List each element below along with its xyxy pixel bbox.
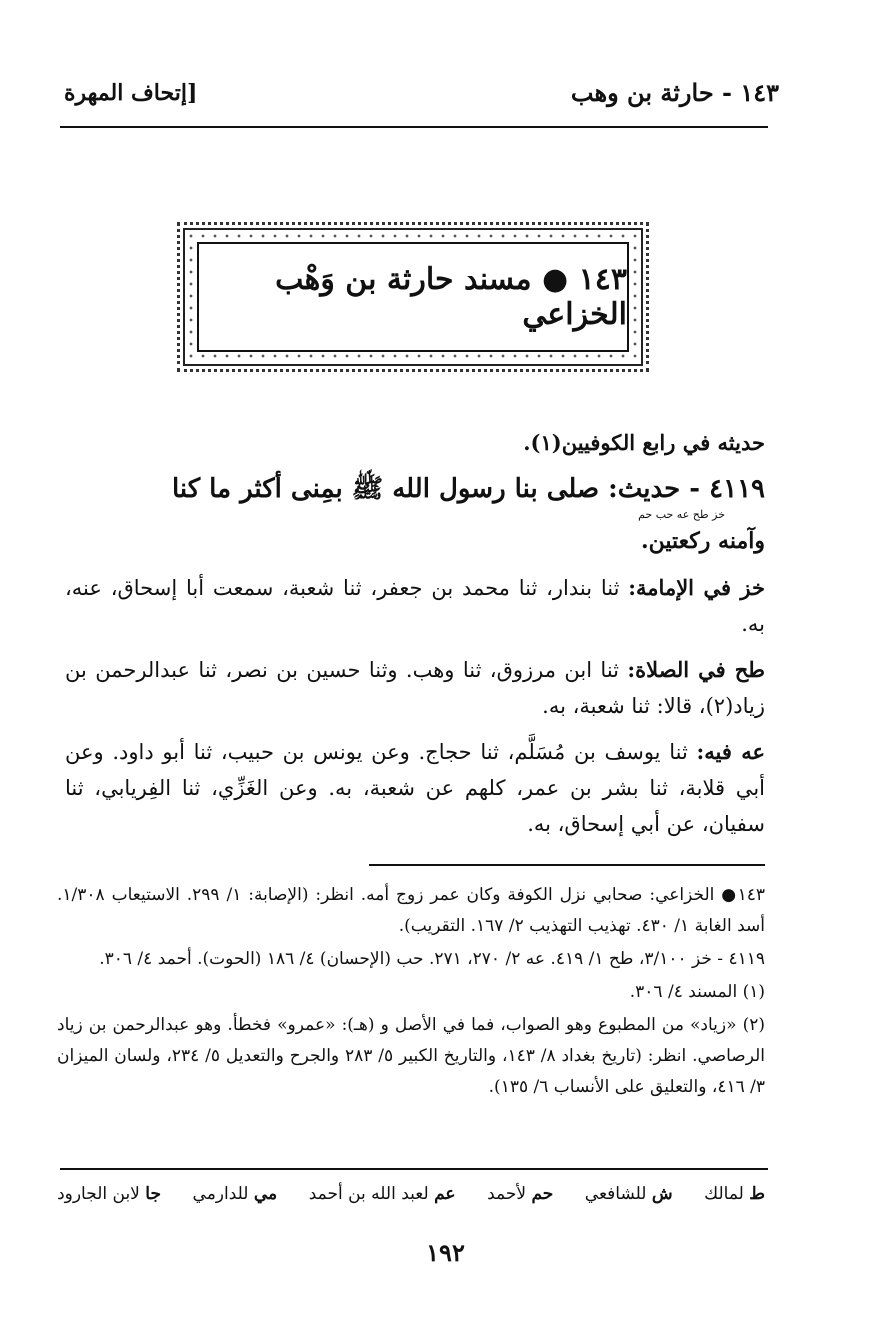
isnad-paragraph bbox=[65, 652, 765, 724]
intro-line: حديثه في رابع الكوفيين(١). bbox=[523, 430, 765, 455]
ornamental-frame bbox=[177, 222, 649, 372]
sigla-key bbox=[57, 1184, 765, 1204]
sigla-divider bbox=[60, 1168, 768, 1170]
hadith-block bbox=[65, 470, 765, 842]
footnote: (٢) «زياد» من المطبوع وهو الصواب، فما في الأصل و (هـ): «عمرو» فخطأ. وهو عبدالرحمن بن زياد الرصاصي. انظر: (تاريخ بغداد ٨/ ١٤٣، والتاريخ الكبير ٥/ ٢٨٣ والجرح والتعديل ٥/ ٢٣٤، ولسان الميزان ٣/ ٤١٦، والتعليق على الأنساب ٦/ ١٣٥). bbox=[57, 1015, 766, 1097]
footnote: ١٤٣● الخزاعي: صحابي نزل الكوفة وكان عمر زوج أمه. انظر: (الإصابة: ١/ ٢٩٩. الاستيعاب ١/٣٠٨. أسد الغابة ١/ ٤٣٠. تهذيب التهذيب ٢/ ١٦٧. التقريب). bbox=[57, 885, 765, 936]
hadith-sigla: خز طح عه حب حم bbox=[638, 508, 725, 521]
footnote-divider bbox=[369, 864, 765, 866]
isnad-text: ثنا ابن مرزوق، ثنا وهب. وثنا حسين بن نصر، ثنا عبدالرحمن بن زياد(٢)، قالا: ثنا شعبة، به. bbox=[65, 658, 765, 718]
running-head-book: [إتحاف المهرة bbox=[64, 80, 198, 106]
sigla-entry: ش للشافعي bbox=[584, 1184, 673, 1204]
isnad-text: ثنا بندار، ثنا محمد بن جعفر، ثنا شعبة، سمعت أبا إسحاق، عنه، به. bbox=[65, 576, 765, 636]
isnad-lead: طح في الصلاة: bbox=[627, 657, 765, 682]
header-divider bbox=[60, 126, 768, 128]
hadith-heading bbox=[65, 470, 765, 508]
hadith-text: صلى بنا رسول الله ﷺ بمِنى أكثر ما كنا bbox=[171, 474, 600, 504]
hadith-number: ٤١١٩ - حديث: bbox=[608, 474, 765, 504]
isnad-text: ثنا يوسف بن مُسَلَّم، ثنا حجاج. وعن يونس بن حبيب، ثنا أبو داود. وعن أبي قلابة، ثنا بشر بن عمر، كلهم عن شعبة، به. وعن الغَزِّي، ثنا الفِريابي، ثنا سفيان، عن أبي إسحاق، به. bbox=[65, 740, 765, 836]
sigla-entry: عم لعبد الله بن أحمد bbox=[308, 1184, 456, 1204]
hadith-tail: وآمنه ركعتين. bbox=[640, 528, 765, 554]
sigla-entry: جا لابن الجارود bbox=[57, 1184, 161, 1204]
sigla-entry: مي للدارمي bbox=[192, 1184, 278, 1204]
footnote: ٤١١٩ - خز ٣/١٠٠، طح ١/ ٤١٩. عه ٢/ ٢٧٠، ٢٧١. حب (الإحسان) ٤/ ١٨٦ (الحوت). أحمد ٤/ ٣٠٦. bbox=[99, 949, 765, 969]
chapter-title: ١٤٣ ● مسند حارثة بن وَهْب الخزاعي bbox=[197, 242, 629, 352]
ornament-border bbox=[183, 228, 643, 366]
footnote: (١) المسند ٤/ ٣٠٦. bbox=[629, 982, 765, 1002]
running-head-title: ١٤٣ - حارثة بن وهب bbox=[570, 78, 779, 107]
page-number: ١٩٢ bbox=[426, 1238, 465, 1267]
footnotes bbox=[57, 880, 765, 1105]
isnad-lead: خز في الإمامة: bbox=[628, 575, 765, 600]
sigla-entry: ط لمالك bbox=[704, 1184, 765, 1204]
isnad-lead: عه فيه: bbox=[696, 739, 765, 764]
isnad-paragraph bbox=[65, 734, 765, 842]
sigla-entry: حم لأحمد bbox=[487, 1184, 554, 1204]
isnad-paragraph bbox=[65, 570, 765, 642]
